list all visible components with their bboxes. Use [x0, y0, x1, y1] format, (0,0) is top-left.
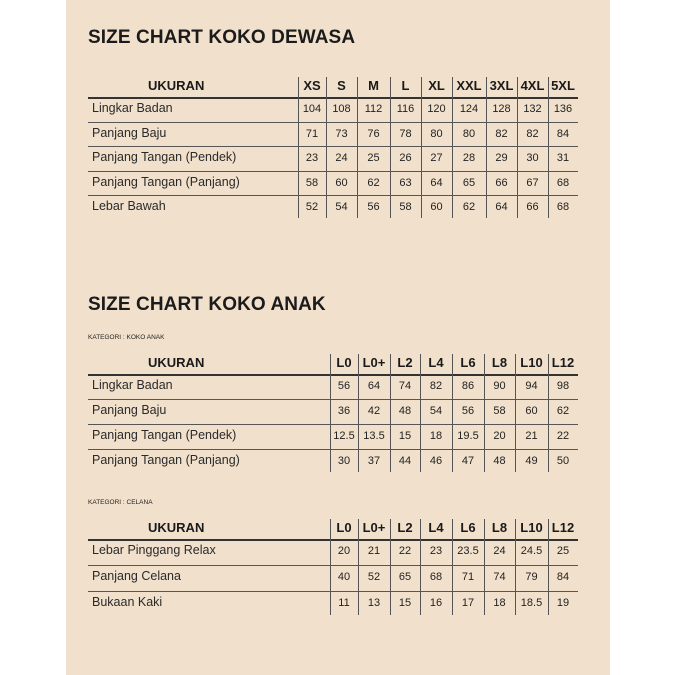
table-cell: 108 — [332, 103, 351, 115]
table-line — [357, 77, 358, 218]
table-line — [421, 77, 422, 218]
row-label: Bukaan Kaki — [92, 595, 163, 609]
table-cell: 19 — [556, 597, 570, 609]
table-cell: 37 — [367, 455, 381, 467]
table-cell: 60 — [525, 405, 538, 417]
header-ukuran: UKURAN — [148, 520, 205, 535]
header-size-l10: L10 — [520, 520, 543, 535]
row-label: Lebar Bawah — [92, 199, 166, 213]
table-cell: 128 — [492, 103, 511, 115]
table-cell: 48 — [493, 455, 506, 467]
header-size-l6: L6 — [460, 520, 476, 535]
table-cell: 60 — [430, 201, 443, 213]
table-cell: 82 — [495, 127, 508, 140]
table-cell: 13.5 — [363, 430, 385, 442]
table-cell: 112 — [364, 103, 383, 115]
title-dewasa: SIZE CHART KOKO DEWASA — [88, 27, 356, 48]
header-size-l0plus: L0+ — [362, 355, 386, 370]
header-size-xxl: XXL — [456, 78, 482, 93]
table-cell: 71 — [461, 571, 475, 583]
table-line — [88, 539, 578, 541]
row-label: Panjang Tangan (Pendek) — [92, 150, 237, 164]
row-label: Lebar Pinggang Relax — [92, 543, 216, 557]
table-line — [548, 77, 549, 218]
header-size-s: S — [337, 78, 346, 93]
table-cell: 56 — [337, 380, 351, 392]
kategori-celana: KATEGORI : CELANA — [88, 499, 153, 506]
table-cell: 86 — [461, 380, 475, 392]
header-ukuran: UKURAN — [148, 355, 205, 370]
table-cell: 28 — [462, 152, 476, 164]
table-line — [298, 77, 299, 218]
table-cell: 22 — [556, 430, 570, 442]
table-cell: 22 — [398, 545, 412, 557]
table-cell: 68 — [429, 571, 443, 583]
header-size-l4: L4 — [428, 520, 444, 535]
table-cell: 17 — [461, 597, 475, 609]
table-cell: 58 — [305, 176, 319, 189]
table-cell: 30 — [337, 455, 351, 467]
table-cell: 16 — [429, 597, 443, 609]
row-label: Panjang Tangan (Panjang) — [92, 453, 240, 467]
table-cell: 60 — [335, 176, 348, 189]
table-line — [88, 424, 578, 425]
table-cell: 64 — [430, 176, 443, 189]
table-cell: 90 — [493, 380, 506, 392]
table-cell: 104 — [302, 103, 322, 115]
table-cell: 13 — [367, 597, 381, 609]
table-line — [88, 565, 578, 566]
table-line — [88, 171, 578, 172]
row-label: Lingkar Badan — [92, 378, 173, 392]
table-cell: 24.5 — [520, 545, 543, 557]
table-cell: 132 — [523, 103, 542, 115]
row-label: Panjang Celana — [92, 569, 181, 583]
table-line — [88, 146, 578, 147]
table-cell: 58 — [493, 405, 506, 417]
table-line — [517, 77, 518, 218]
header-size-l0plus: L0+ — [362, 520, 386, 535]
header-size-l12: L12 — [551, 355, 575, 370]
table-cell: 27 — [430, 152, 443, 164]
table-cell: 84 — [556, 571, 570, 583]
table-line — [88, 399, 578, 400]
table-cell: 21 — [367, 545, 381, 557]
header-size-4xl: 4XL — [520, 78, 545, 93]
table-cell: 63 — [399, 176, 412, 189]
header-size-l10: L10 — [520, 355, 543, 370]
table-line — [88, 97, 578, 99]
table-cell: 20 — [337, 545, 351, 557]
header-size-3xl: 3XL — [489, 78, 514, 93]
table-cell: 64 — [367, 380, 381, 392]
table-cell: 52 — [305, 201, 319, 213]
header-size-l8: L8 — [491, 520, 508, 535]
table-cell: 82 — [526, 127, 539, 140]
table-cell: 54 — [335, 201, 348, 213]
table-cell: 84 — [556, 127, 570, 140]
table-cell: 48 — [398, 405, 412, 417]
table-cell: 49 — [525, 455, 538, 467]
table-cell: 58 — [399, 201, 412, 213]
header-size-xs: XS — [303, 78, 321, 93]
table-cell: 18 — [493, 597, 506, 609]
row-label: Panjang Tangan (Pendek) — [92, 428, 237, 442]
row-label: Panjang Baju — [92, 403, 167, 417]
table-cell: 66 — [495, 176, 508, 189]
table-cell: 56 — [461, 405, 475, 417]
table-cell: 23 — [429, 545, 443, 557]
table-cell: 44 — [398, 455, 412, 467]
header-size-l2: L2 — [397, 355, 413, 370]
table-cell: 50 — [556, 455, 570, 467]
table-cell: 25 — [556, 545, 570, 557]
table-cell: 54 — [429, 405, 443, 417]
table-cell: 76 — [367, 127, 380, 140]
table-cell: 80 — [462, 127, 476, 140]
table-cell: 24 — [493, 545, 506, 557]
header-size-l8: L8 — [491, 355, 508, 370]
table-cell: 62 — [462, 201, 476, 213]
header-size-l6: L6 — [460, 355, 476, 370]
table-cell: 11 — [338, 597, 350, 609]
table-cell: 36 — [337, 405, 351, 417]
table-cell: 65 — [462, 176, 476, 189]
table-cell: 65 — [398, 571, 412, 583]
table-cell: 23.5 — [457, 545, 479, 557]
row-label: Panjang Baju — [92, 125, 167, 140]
table-cell: 23 — [305, 152, 319, 164]
table-cell: 94 — [525, 380, 538, 392]
table-cell: 12.5 — [333, 430, 355, 442]
header-size-l12: L12 — [551, 520, 575, 535]
table-line — [88, 122, 578, 123]
table-cell: 120 — [427, 103, 446, 115]
table-cell: 42 — [367, 405, 381, 417]
table-line — [88, 195, 578, 196]
table-cell: 68 — [556, 176, 570, 189]
table-cell: 66 — [526, 201, 539, 213]
table-cell: 15 — [398, 430, 412, 442]
table-cell: 18 — [429, 430, 443, 442]
header-size-m: M — [368, 78, 379, 93]
row-label: Lingkar Badan — [92, 101, 173, 115]
table-cell: 78 — [399, 127, 412, 140]
table-cell: 18.5 — [520, 597, 543, 609]
table-cell: 26 — [399, 152, 412, 164]
table-line — [452, 77, 453, 218]
table-cell: 15 — [398, 597, 412, 609]
table-line — [326, 77, 327, 218]
kategori-koko-anak: KATEGORI : KOKO ANAK — [88, 334, 165, 341]
table-line — [88, 449, 578, 450]
header-size-l: L — [401, 78, 410, 93]
header-ukuran: UKURAN — [148, 78, 205, 93]
title-anak: SIZE CHART KOKO ANAK — [88, 294, 326, 315]
table-cell: 21 — [525, 430, 538, 442]
table-cell: 56 — [367, 201, 380, 213]
table-line — [486, 77, 487, 218]
header-size-xl: XL — [428, 78, 445, 93]
table-cell: 24 — [335, 152, 348, 164]
table-cell: 20 — [493, 430, 506, 442]
table-cell: 74 — [398, 380, 412, 392]
table-cell: 68 — [556, 201, 570, 213]
table-cell: 31 — [556, 152, 570, 164]
header-size-l2: L2 — [397, 520, 413, 535]
table-cell: 19.5 — [457, 430, 479, 442]
header-size-l0: L0 — [336, 520, 352, 535]
table-cell: 52 — [367, 571, 381, 583]
header-size-l0: L0 — [336, 355, 352, 370]
table-cell: 80 — [430, 127, 443, 140]
table-cell: 64 — [495, 201, 508, 213]
table-line — [88, 374, 578, 376]
table-cell: 29 — [495, 152, 508, 164]
table-cell: 40 — [337, 571, 351, 583]
table-cell: 71 — [305, 127, 319, 140]
table-cell: 62 — [556, 405, 570, 417]
header-size-5xl: 5XL — [551, 78, 575, 93]
table-cell: 136 — [553, 103, 573, 115]
table-cell: 73 — [335, 127, 348, 140]
table-cell: 67 — [526, 176, 539, 189]
table-cell: 116 — [396, 103, 415, 115]
row-label: Panjang Tangan (Panjang) — [92, 174, 240, 189]
table-cell: 82 — [429, 380, 443, 392]
table-line — [88, 591, 578, 592]
table-cell: 98 — [556, 380, 570, 392]
table-cell: 25 — [367, 152, 380, 164]
table-cell: 124 — [459, 103, 479, 115]
header-size-l4: L4 — [428, 355, 444, 370]
table-cell: 46 — [429, 455, 443, 467]
table-cell: 74 — [493, 571, 506, 583]
table-cell: 79 — [525, 571, 538, 583]
table-line — [390, 77, 391, 218]
table-cell: 47 — [461, 455, 475, 467]
table-cell: 30 — [526, 152, 539, 164]
table-cell: 62 — [367, 176, 380, 189]
